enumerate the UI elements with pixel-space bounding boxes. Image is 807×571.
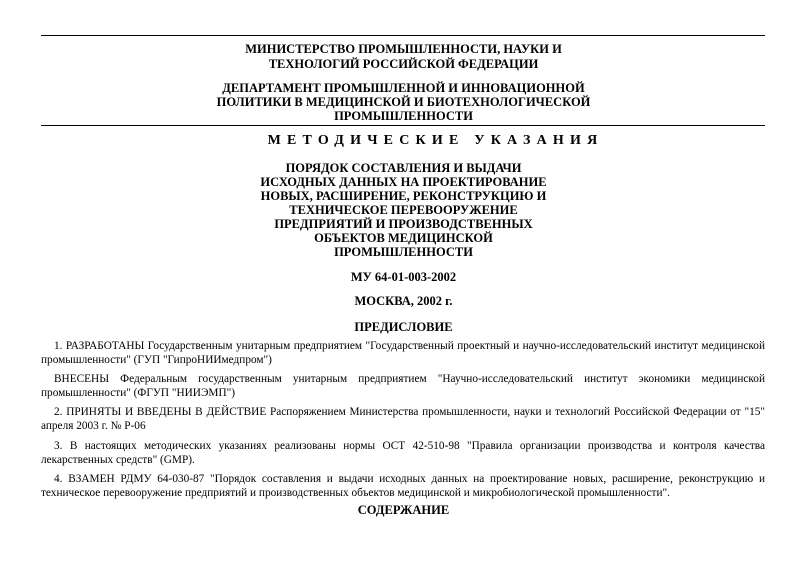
title-line: ТЕХНИЧЕСКОЕ ПЕРЕВООРУЖЕНИЕ — [289, 203, 518, 217]
preface-paragraph: 1. РАЗРАБОТАНЫ Государственным унитарным предприятием "Государственный проектный и научно-исследовательский институт медицинской промышленности" (ГУП "ГипроНИИмедпром") — [41, 340, 765, 366]
title-line: ПОРЯДОК СОСТАВЛЕНИЯ И ВЫДАЧИ — [285, 161, 522, 175]
contents-heading: СОДЕРЖАНИЕ — [357, 503, 450, 517]
title-line: НОВЫХ, РАСШИРЕНИЕ, РЕКОНСТРУКЦИЮ И — [260, 189, 547, 203]
preface-paragraph: 4. ВЗАМЕН РДМУ 64-030-87 "Порядок составления и выдачи исходных данных на проектирование новых, расширение, реконструкцию и техническое перевооружение предприятий и производственных объектов медицинской и микробиологической промышленности". — [41, 473, 765, 499]
preface-paragraph: 3. В настоящих методических указаниях реализованы нормы ОСТ 42-510-98 "Правила организации производства и контроля качества лекарственных средств" (GMP). — [41, 440, 765, 466]
title-line: ПРОМЫШЛЕННОСТИ — [334, 245, 473, 259]
document-type: МЕТОДИЧЕСКИЕ УКАЗАНИЯ — [267, 133, 604, 148]
place-and-year: МОСКВА, 2002 г. — [354, 294, 453, 308]
department-name-line-2: ПОЛИТИКИ В МЕДИЦИНСКОЙ И БИОТЕХНОЛОГИЧЕСКОЙ — [216, 95, 591, 109]
title-line: ИСХОДНЫХ ДАННЫХ НА ПРОЕКТИРОВАНИЕ — [260, 175, 547, 189]
preface-paragraph: 2. ПРИНЯТЫ И ВВЕДЕНЫ В ДЕЙСТВИЕ Распоряжением Министерства промышленности, науки и технологий Российской Федерации от "15" апреля 2003 г. № Р-06 — [41, 406, 765, 432]
document-code: МУ 64-01-003-2002 — [350, 270, 457, 284]
preface-heading: ПРЕДИСЛОВИЕ — [354, 320, 453, 334]
top-rule — [41, 35, 765, 36]
title-line: ОБЪЕКТОВ МЕДИЦИНСКОЙ — [314, 231, 493, 245]
ministry-name-line-1: МИНИСТЕРСТВО ПРОМЫШЛЕННОСТИ, НАУКИ И — [245, 42, 562, 56]
ministry-name-line-2: ТЕХНОЛОГИЙ РОССИЙСКОЙ ФЕДЕРАЦИИ — [268, 57, 539, 71]
preface-paragraph: ВНЕСЕНЫ Федеральным государственным унитарным предприятием "Научно-исследовательский институт экономики медицинской промышленности" (ФГУП "НИИЭМП") — [41, 373, 765, 399]
header-rule — [41, 125, 765, 126]
department-name-line-1: ДЕПАРТАМЕНТ ПРОМЫШЛЕННОЙ И ИННОВАЦИОННОЙ — [222, 81, 585, 95]
department-name-line-3: ПРОМЫШЛЕННОСТИ — [334, 109, 473, 123]
title-line: ПРЕДПРИЯТИЙ И ПРОИЗВОДСТВЕННЫХ — [274, 217, 533, 231]
